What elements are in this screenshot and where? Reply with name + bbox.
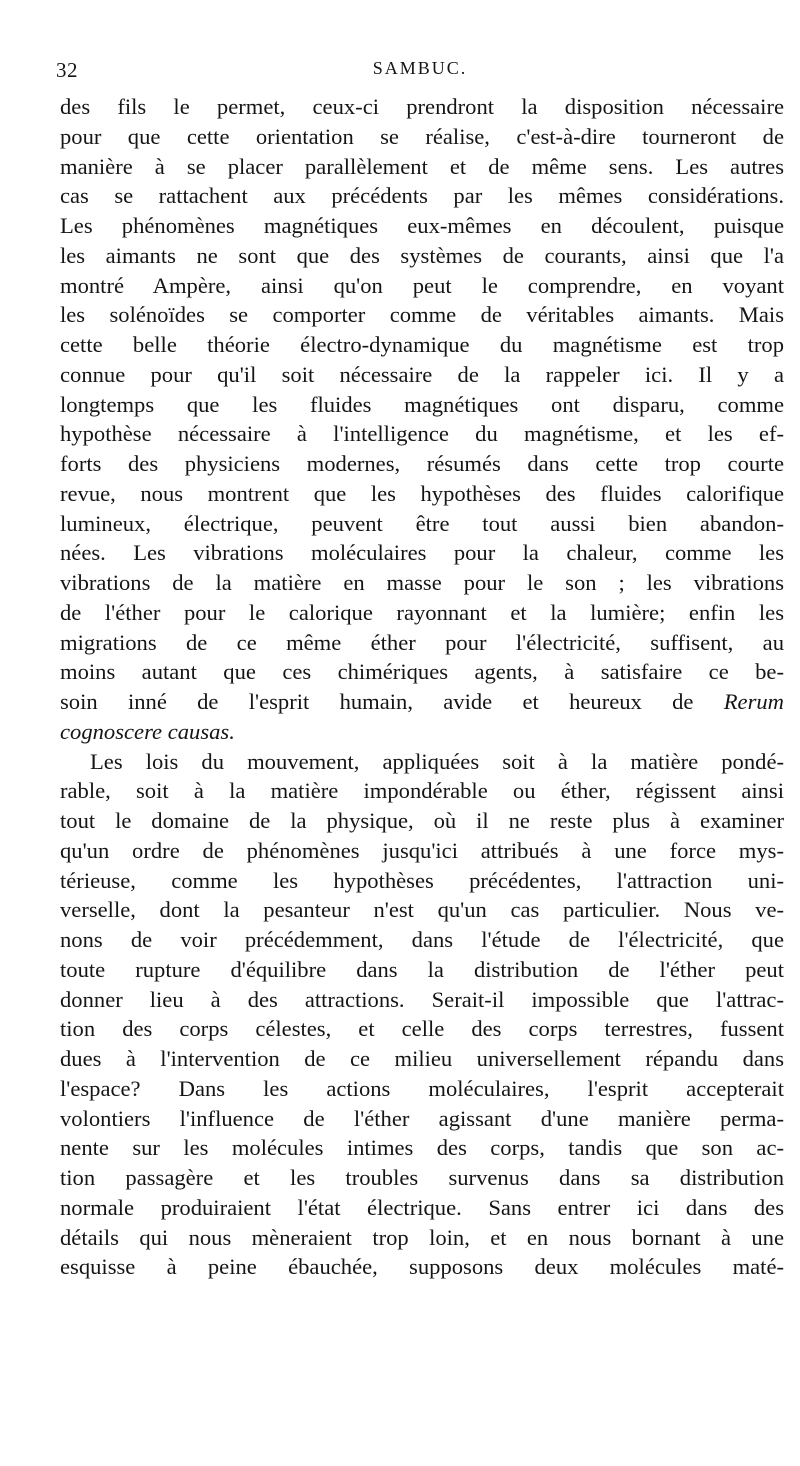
text-line [60, 806, 784, 836]
text-line [60, 538, 784, 568]
text-line-content: détails qui nous mèneraient trop loin, et en nous bornant à une [60, 1224, 784, 1250]
text-line [60, 687, 784, 717]
text-line [60, 568, 784, 598]
text-line-content: dues à l'intervention de ce milieu universellement répandu dans [60, 1046, 784, 1071]
text-line-content: revue, nous montrent que les hypothèses des fluides calorifique [60, 480, 784, 506]
text-line-content: les aimants ne sont que des systèmes de courants, ainsi que l'a [60, 242, 784, 268]
text-line-content: donner lieu à des attractions. Serait-il impossible que l'attrac- [60, 986, 784, 1012]
text-line [60, 1193, 784, 1223]
text-line-content: tout le domaine de la physique, où il ne reste plus à examiner [60, 808, 784, 833]
text-line-content: Les phénomènes magnétiques eux-mêmes en découlent, puisque [60, 213, 784, 238]
text-line [60, 211, 784, 241]
body-text [60, 92, 784, 1282]
text-line [60, 1014, 784, 1044]
text-line-content: nées. Les vibrations moléculaires pour la chaleur, comme les [60, 540, 784, 566]
text-line [60, 241, 784, 271]
text-line-content: de l'éther pour le calorique rayonnant et la lumière; enfin les [60, 599, 784, 625]
text-line [60, 122, 784, 152]
page-number: 32 [56, 58, 78, 82]
text-line [60, 330, 784, 360]
text-line-content: forts des physiciens modernes, résumés dans cette trop courte [60, 451, 784, 476]
text-line [60, 836, 784, 866]
text-line [60, 92, 784, 122]
text-line [60, 181, 784, 211]
text-line [60, 776, 784, 806]
text-line-content: soin inné de l'esprit humain, avide et heureux de [60, 689, 724, 714]
text-line [60, 985, 784, 1015]
text-line-content: toute rupture d'équilibre dans la distribution de l'éther peut [60, 956, 784, 982]
text-line-content: vibrations de la matière en masse pour le son ; les vibrations [60, 570, 784, 595]
text-line [60, 300, 784, 330]
text-line-content: manière à se placer parallèlement et de même sens. Les autres [60, 153, 784, 179]
text-line [60, 152, 784, 182]
text-line [60, 866, 784, 896]
text-line-content: lumineux, électrique, peuvent être tout aussi bien abandon- [60, 510, 784, 536]
text-line [60, 479, 784, 509]
text-line-content: qu'un ordre de phénomènes jusqu'ici attribués à une force mys- [60, 837, 784, 863]
text-line-content: l'espace? Dans les actions moléculaires, l'esprit accepterait [60, 1075, 784, 1101]
text-line-content: montré Ampère, ainsi qu'on peut le comprendre, en voyant [60, 272, 784, 298]
text-line-content: pour que cette orientation se réalise, c'est-à-dire tourneront de [60, 123, 784, 149]
text-line [60, 895, 784, 925]
italic-phrase: cognoscere causas. [60, 718, 235, 744]
text-line-content: normale produiraient l'état électrique. Sans entrer ici dans des [60, 1194, 784, 1220]
text-line-content: hypothèse nécessaire à l'intelligence du magnétisme, et les ef- [60, 421, 784, 447]
text-line [60, 271, 784, 301]
text-line [60, 628, 784, 658]
text-line-content: des fils le permet, ceux-ci prendront la disposition nécessaire [60, 94, 784, 119]
text-line-content: Les lois du mouvement, appliquées soit à la matière pondé- [90, 748, 784, 774]
text-line-content: migrations de ce même éther pour l'électricité, suffisent, au [60, 629, 784, 655]
running-title: SAMBUC. [372, 58, 468, 78]
text-line [60, 1163, 784, 1193]
text-line-content: volontiers l'influence de l'éther agissant d'une manière perma- [60, 1105, 784, 1131]
text-line [60, 717, 784, 747]
text-line [60, 390, 784, 420]
text-line-content: moins autant que ces chimériques agents, à satisfaire ce be- [60, 659, 784, 685]
text-line-content: nons de voir précédemment, dans l'étude de l'électricité, que [60, 927, 784, 952]
text-line [60, 925, 784, 955]
text-line [60, 1252, 784, 1282]
text-line-content: esquisse à peine ébauchée, supposons deux molécules maté- [60, 1254, 784, 1280]
italic-phrase: Rerum [723, 689, 784, 714]
text-line-content: nente sur les molécules intimes des corps, tandis que son ac- [60, 1135, 784, 1161]
text-line-content: connue pour qu'il soit nécessaire de la rappeler ici. Il y a [60, 361, 784, 387]
text-line-content: térieuse, comme les hypothèses précédentes, l'attraction uni- [60, 867, 784, 893]
text-line [60, 955, 784, 985]
text-line [60, 1074, 784, 1104]
text-line [60, 1104, 784, 1134]
text-line-content: cette belle théorie électro-dynamique du magnétisme est trop [60, 332, 784, 357]
text-line [60, 509, 784, 539]
text-line-content: les solénoïdes se comporter comme de véritables aimants. Mais [60, 302, 784, 328]
text-line-content: rable, soit à la matière impondérable ou éther, régissent ainsi [60, 778, 784, 804]
text-line [60, 657, 784, 687]
text-line [60, 1044, 784, 1074]
text-line [60, 360, 784, 390]
running-head [56, 58, 784, 88]
text-line-content: verselle, dont la pesanteur n'est qu'un cas particulier. Nous ve- [60, 897, 784, 923]
text-line-content: longtemps que les fluides magnétiques ont disparu, comme [60, 391, 784, 417]
text-line [60, 598, 784, 628]
text-line [60, 747, 784, 777]
text-line [60, 1133, 784, 1163]
text-line [60, 449, 784, 479]
text-line-content: cas se rattachent aux précédents par les mêmes considérations. [60, 183, 784, 209]
text-line [60, 1223, 784, 1253]
text-line-content: tion des corps célestes, et celle des corps terrestres, fussent [60, 1016, 784, 1042]
text-line [60, 419, 784, 449]
text-line-content: tion passagère et les troubles survenus dans sa distribution [60, 1165, 784, 1190]
